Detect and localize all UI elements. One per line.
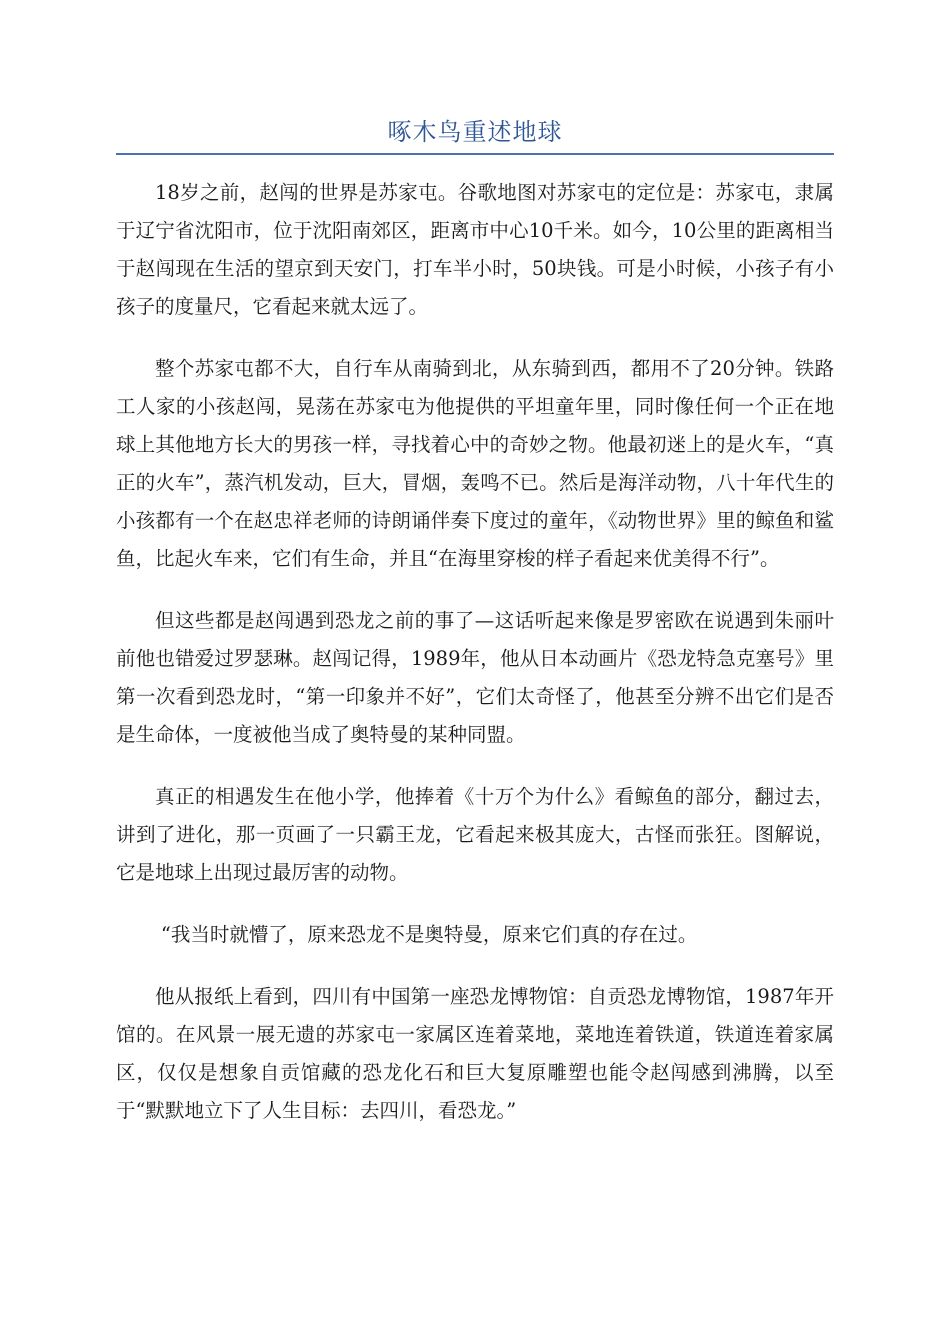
- paragraph-5-quote: “我当时就懵了，原来恐龙不是奥特曼，原来它们真的存在过。: [160, 923, 698, 946]
- paragraph-1: 18岁之前，赵闯的世界是苏家屯。谷歌地图对苏家屯的定位是：苏家屯，隶属于辽宁省沈阳市，位于沈阳南郊区，距离市中心10千米。如今，10公里的距离相当于赵闯现在生活的望京到天安门，打车半小时，50块钱。可是小时候，小孩子有小孩子的度量尺，它看起来就太远了。: [116, 181, 834, 318]
- paragraph-4: 真正的相遇发生在他小学，他捧着《十万个为什么》看鲸鱼的部分，翻过去，讲到了进化，那一页画了一只霸王龙，它看起来极其庞大，古怪而张狂。图解说，它是地球上出现过最厉害的动物。: [116, 785, 834, 884]
- document-title: 啄木鸟重述地球: [387, 118, 563, 146]
- paragraph-6: 他从报纸上看到，四川有中国第一座恐龙博物馆：自贡恐龙博物馆，1987年开馆的。在风景一展无遗的苏家屯一家属区连着菜地，菜地连着铁道，铁道连着家属区，仅仅是想象自贡馆藏的恐龙化石和巨大复原雕塑也能令赵闯感到沸腾，以至于“默默地立下了人生目标：去四川，看恐龙。”: [116, 985, 834, 1122]
- title-underline: [116, 153, 834, 155]
- paragraph-2: 整个苏家屯都不大，自行车从南骑到北，从东骑到西，都用不了20分钟。铁路工人家的小孩赵闯，晃荡在苏家屯为他提供的平坦童年里，同时像任何一个正在地球上其他地方长大的男孩一样，寻找着心中的奇妙之物。他最初迷上的是火车，“真正的火车”，蒸汽机发动，巨大，冒烟，轰鸣不已。然后是海洋动物，八十年代生的小孩都有一个在赵忠祥老师的诗朗诵伴奏下度过的童年，《动物世界》里的鲸鱼和鲨鱼，比起火车来，它们有生命，并且“在海里穿梭的样子看起来优美得不行”。: [116, 357, 834, 570]
- paragraph-3: 但这些都是赵闯遇到恐龙之前的事了—这话听起来像是罗密欧在说遇到朱丽叶前他也错爱过罗瑟琳。赵闯记得，1989年，他从日本动画片《恐龙特急克塞号》里第一次看到恐龙时，“第一印象并不好”，它们太奇怪了，他甚至分辨不出它们是否是生命体，一度被他当成了奥特曼的某种同盟。: [116, 609, 834, 746]
- document-body: [116, 174, 834, 1154]
